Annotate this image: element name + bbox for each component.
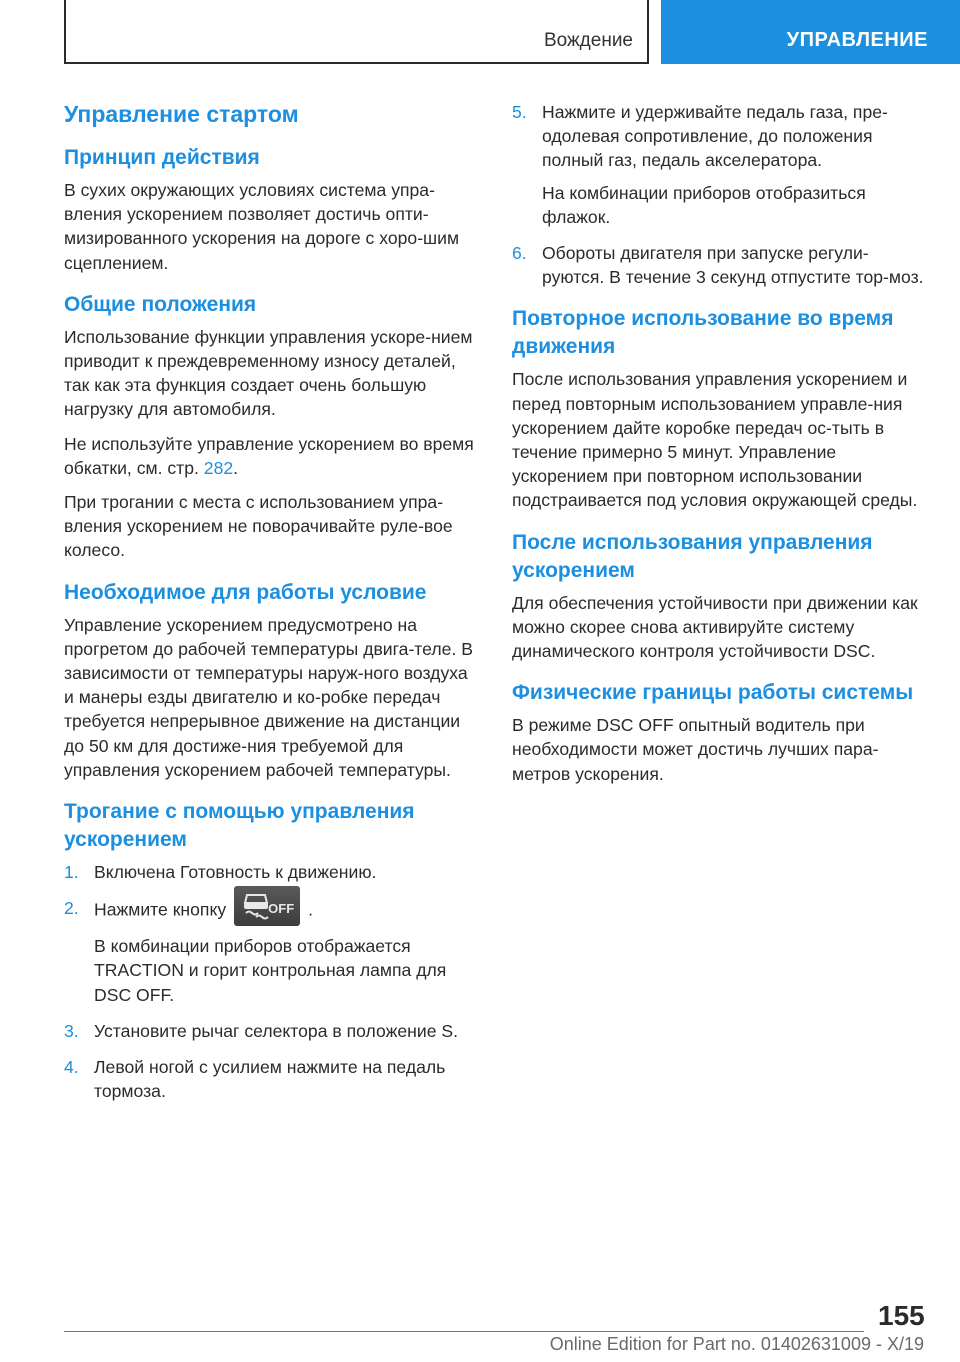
heading-after-use: После использования управления ускорением [512, 530, 873, 582]
limits-paragraph: В режиме DSC OFF опытный водитель при необходимости может достичь лучших пара-метров ускорения. [512, 715, 879, 784]
right-column [512, 100, 930, 796]
step-number: 1. [64, 862, 79, 883]
list-item [64, 896, 479, 1007]
page-reference-link[interactable]: 282 [203, 457, 234, 478]
step-sub-text: На комбинации приборов отобразиться флажок. [542, 182, 866, 227]
continued-steps-list [512, 100, 930, 289]
footer-edition: Online Edition for Part no. 01402631009 - X/19 [549, 1334, 924, 1354]
page-number: 155 [878, 1300, 925, 1331]
step-number: 4. [64, 1057, 79, 1078]
page-title: Управление стартом [64, 101, 299, 127]
general-paragraph-2-text: Не используйте управление ускорением во время обкатки, см. стр. [64, 433, 474, 478]
header-section-box [64, 0, 649, 64]
dsc-off-label: OFF [268, 901, 295, 917]
principle-paragraph: В сухих окружающих условиях система упра-вления ускорением позволяет достичь опти-мизированного ускорения на дороге с хоро-шим сцеплением. [64, 180, 460, 273]
step-number: 6. [512, 243, 527, 264]
step-number: 3. [64, 1020, 79, 1041]
after-paragraph: Для обеспечения устойчивости при движении как можно скорее снова активируйте систему динамического контроля устойчивости DSC. [512, 592, 918, 662]
list-item [64, 1055, 479, 1103]
general-paragraph-1: Использование функции управления ускоре-нием приводит к преждевременному износу деталей, так как эта функция создает очень большую нагрузку для автомобиля. [64, 326, 473, 420]
dsc-off-button [234, 886, 300, 926]
header-section-title: Вождение [543, 30, 633, 51]
heading-principle: Принцип действия [64, 146, 260, 169]
heading-general: Общие положения [64, 292, 257, 316]
heading-start: Трогание с помощью управления ускорением [64, 800, 415, 852]
general-paragraph-3: При трогании с места с использованием упра-вления ускорением не поворачивайте руле-вое колесо. [64, 492, 453, 561]
step-text-before-button: Нажмите кнопку [94, 899, 227, 920]
step-text: Обороты двигателя при запуске регули-руются. В течение 3 секунд отпустите тор-моз. [542, 243, 924, 288]
start-steps-list [64, 860, 479, 1103]
heading-required-condition: Необходимое для работы условие [64, 580, 427, 604]
step-text: Нажмите и удерживайте педаль газа, пре-одолевая сопротивление, до положения полный газ, педаль акселератора. [542, 102, 888, 171]
step-number: 2. [64, 898, 79, 919]
step-text-after-button: . [308, 899, 314, 920]
step-text [94, 896, 479, 926]
heading-repeat-use: Повторное использование во время движения [512, 307, 894, 359]
list-item [512, 100, 930, 229]
left-column [64, 100, 479, 1115]
footer-divider [64, 1331, 864, 1332]
step-sub-text: В комбинации приборов отображается TRACTION и горит контрольная лампа для DSC OFF. [94, 936, 447, 1005]
general-paragraph-2 [64, 432, 479, 480]
list-item [64, 860, 479, 884]
list-item [512, 241, 930, 289]
repeat-paragraph: После использования управления ускорением и перед повторным использованием управле-ния ускорением дайте коробке передач ос-тыть в течение примерно 5 минут. Управление ускорением при повторном использовании подстраивается под условия окружающей среды. [512, 369, 918, 511]
general-paragraph-2-end: . [233, 457, 239, 478]
step-text: Включена Готовность к движению. [94, 862, 377, 883]
step-text: Установите рычаг селектора в положение S. [94, 1020, 458, 1041]
step-text: Левой ногой с усилием нажмите на педаль тормоза. [94, 1057, 446, 1102]
header-chapter-tab[interactable] [661, 0, 960, 64]
required-paragraph: Управление ускорением предусмотрено на прогретом до рабочей температуры двига-теле. В зависимости от температуры наруж-ного воздуха и манеры езды двигателю и ко-робке передач требуется непрерывное движение на дистанции до 50 км для достиже-ния требуемой для управления ускорением рабочей температуры. [64, 614, 473, 780]
step-number: 5. [512, 102, 527, 122]
heading-physical-limits: Физические границы работы системы [512, 681, 914, 705]
list-item [64, 1019, 479, 1043]
header-chapter-title: УПРАВЛЕНИЕ [786, 29, 928, 51]
